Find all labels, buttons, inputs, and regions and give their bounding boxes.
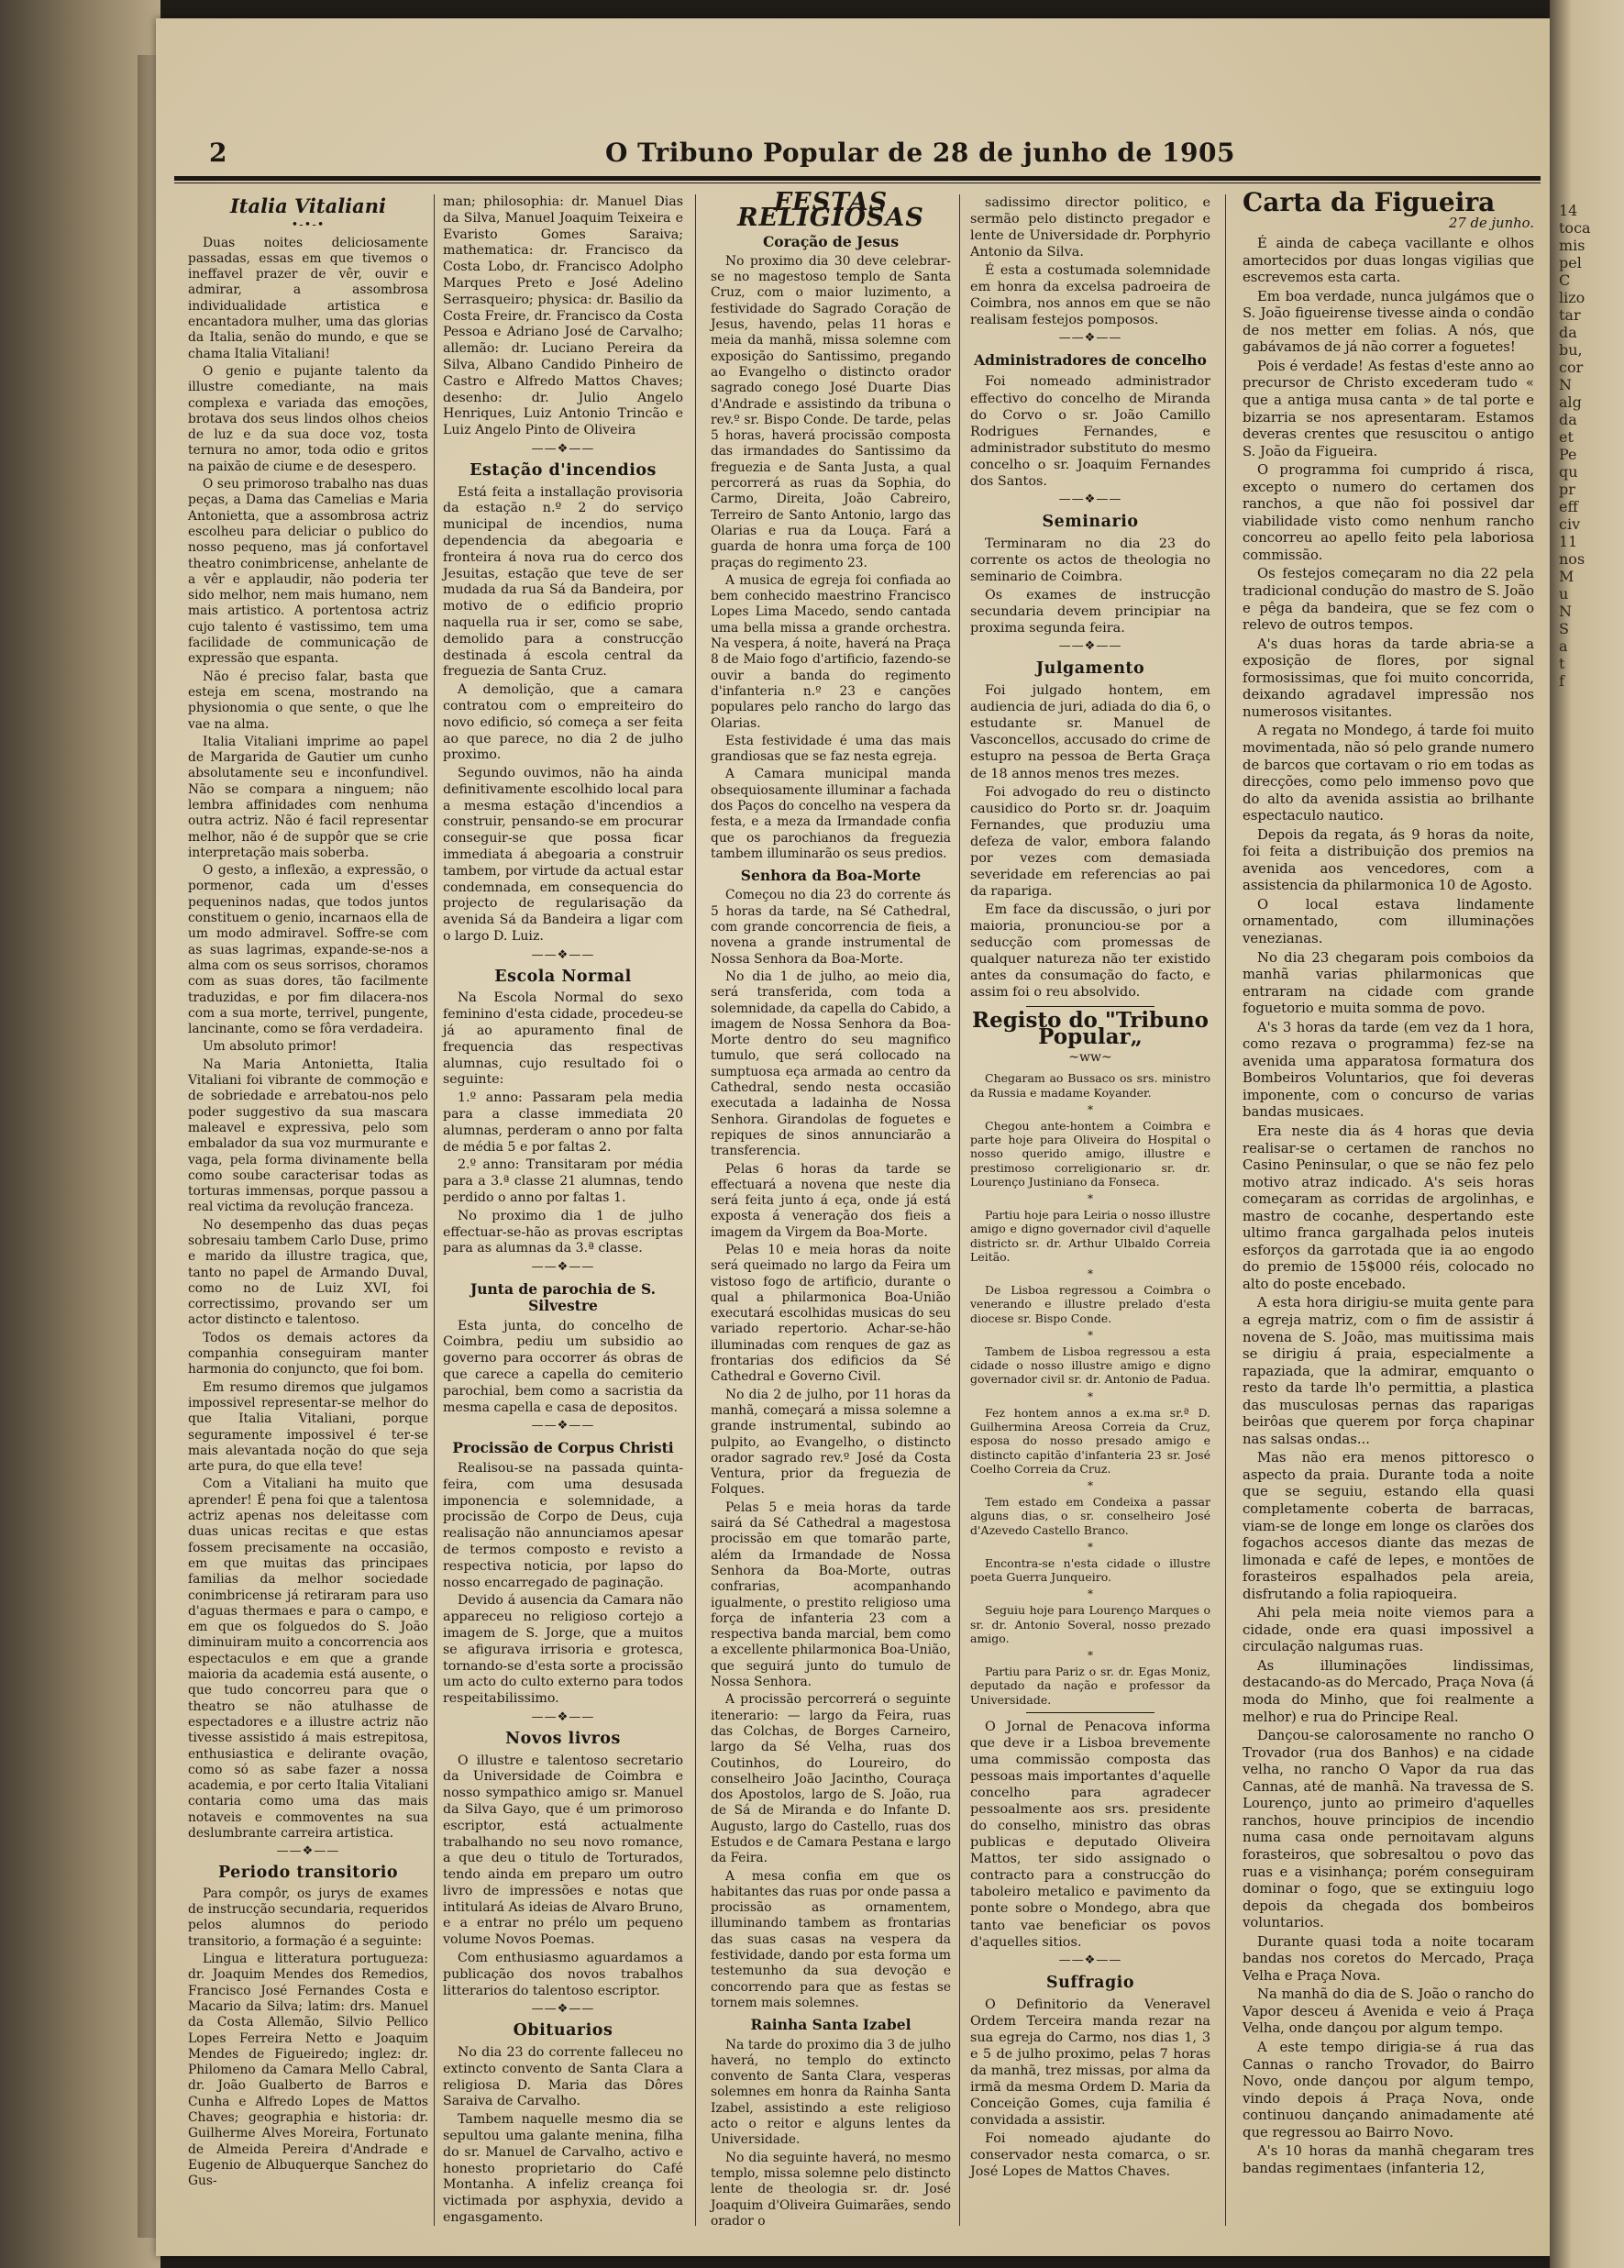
continued-paragraph: man; philosophia: dr. Manuel Dias da Silva, Manuel Joaquim Teixeira e Evaristo Gomes Saraiva; mathematica: dr. Francisco da Costa Lobo, dr. Francisco Adolpho Marques Preto e José Adelino Serrasqueiro; physica: dr. Basilio da Costa Freire, dr. Francisco da Costa Pessoa e Adriano José de Carvalho; allemão: dr. Luciano Pereira da Silva, Albano Candido Pinheiro de Castro e Alfredo Mattos Chaves; desenho: dr. Julio Angelo Henriques, Luiz Antonio Trincão e Luiz Angelo Pinto de Oliveira (443, 194, 683, 438)
article-title-suffragio: Suffragio (1045, 1973, 1135, 1992)
article-body-coracao (711, 254, 951, 862)
paragraph: Durante quasi toda a noite tocaram bandas nos coretos do Mercado, Praça Velha e Praça Nova. (1243, 1933, 1534, 1984)
article-title-registo: Registo do "Tribuno Popular„ (971, 1008, 1210, 1050)
masthead-title: O Tribuno Popular de 28 de junho de 1905 (605, 138, 1235, 168)
next-page-text-fragments (1559, 202, 1623, 690)
article-body-seminario (970, 536, 1210, 636)
article-title-izabel: Rainha Santa Izabel (750, 2016, 911, 2034)
next-page-fragment: nos (1559, 550, 1585, 568)
article-title-junta: Junta de parochia de S. Silvestre (470, 1280, 657, 1314)
paragraph: É ainda de cabeça vacillante e olhos amortecidos por duas longas vigilias que escrevemos esta carta. (1243, 236, 1534, 286)
paragraph: Seguiu hoje para Lourenço Marques o sr. dr. Antonio Soveral, nosso prezado amigo. (970, 1603, 1210, 1645)
paragraph: Está feita a installação provisoria da estação n.º 2 do serviço municipal de incendios, numa dependencia da abegoaria e fronteira á nova rua do cerco dos Jesuitas, estação que teve de ser mudada da rua Sá da Bandeira, por motivo de o edificio proprio naquella rua ir ser, como se sabe, demolido para a construcção destinada á escola central da freguezia de Santa Cruz. (443, 484, 683, 680)
paragraph: Pelas 5 e meia horas da tarde sairá da Sé Cathedral a magestosa procissão em que tomarão parte, além da Irmandade de Nossa Senhora da Boa-Morte, outras confrarias, acompanhando igualmente, o prestito religioso uma força de infanteria 23 com a respectiva banda marcial, bem como a excellente philarmonica Boa-União, que seguirá junto do tumulo de Nossa Senhora. (711, 1499, 951, 1690)
article-title-boamorte: Senhora da Boa-Morte (740, 867, 922, 885)
column-divider (695, 194, 696, 2226)
item-separator: * (1088, 1328, 1093, 1342)
article-title-julgamento: Julgamento (1035, 659, 1145, 679)
paragraph: Esta junta, do concelho de Coimbra, pediu um subsidio ao governo para occorrer ás obras de que carece a capella do cemiterio parochial, bem como a sacristia da mesma capella e casa de depositos. (443, 1318, 683, 1415)
column-divider (959, 194, 960, 2226)
paragraph: A's 3 horas da tarde (em vez da 1 hora, como rezava o programma) fez-se na avenida uma apparatosa formatura dos Bombeiros Voluntarios, que foi deveras imponente, com o concurso de varias bandas musicaes. (1243, 1019, 1534, 1121)
paragraph: Na tarde do proximo dia 3 de julho haverá, no templo do extincto convento de Santa Clara, vesperas solemnes em honra da Rainha Santa Izabel, assistindo a este religioso acto o reitor e alguns lentes da Universidade. (711, 2037, 951, 2148)
next-page-fragment: N (1559, 376, 1572, 393)
ornament: ——❖—— (531, 1709, 595, 1724)
paragraph: Esta festividade é uma das mais grandiosas que se faz nesta egreja. (711, 733, 951, 765)
paragraph: Partiu hoje para Leiria o nosso illustre amigo e digno governador civil d'aquelle districto sr. dr. Arthur Ulbaldo Correia Leitão. (970, 1208, 1210, 1264)
article-body-italia (188, 236, 428, 1842)
article-title-admin: Administradores de concelho (974, 351, 1207, 370)
paragraph: Em face da discussão, o juri por maioria, pronunciou-se por a seducção com promessas de qualquer natureza não ter existido antes da consumação do facto, e assim foi o reu absolvido. (970, 902, 1210, 1001)
paragraph: Com a Vitaliani ha muito que aprender! É pena foi que a talentosa actriz apenas nos deleitasse com duas unicas recitas e que estas fossem precisamente na occasião, em que muitas das principaes familias da melhor sociedade conimbricense já retiraram para uso d'aguas thermaes e para o campo, e em que os folguedos do S. João diminuiram muito a concorrencia aos espectaculos e em que a grande maioria da academia está ausente, o que tudo concorreu para que o theatro se não atulhasse de espectadores e a illustre actriz não tivesse assistido á mais estrepitosa, enthusiastica e delirante ovação, como só as sabe fazer a nossa academia, e por certo Italia Vitaliani contaria como uma das mais notaveis e commoventes na sua deslumbrante carreira artistica. (188, 1477, 428, 1841)
next-page-fragment: cor (1559, 359, 1584, 376)
paragraph: Em resumo diremos que julgamos impossivel representar-se melhor do que Italia Vitaliani, porque seguramente impossivel é ter-se mais alevantada noção do que seja arte pura, do que ella teve! (188, 1379, 428, 1475)
next-page-fragment: lizo (1559, 289, 1585, 306)
next-page-fragment: N (1559, 603, 1572, 620)
paragraph: Depois da regata, ás 9 horas da noite, foi feita a distribuição dos premios na avenida aos vencedores, com a assistencia da philarmonica 10 de Agosto. (1243, 826, 1534, 894)
column-1 (188, 194, 428, 2192)
paragraph: Dançou-se calorosamente no rancho O Trovador (rua dos Banhos) e na cidade velha, no rancho O Vapor da rua das Cannas, até de manhã. Na travessa de S. Lourenço, junto ao primeiro d'aquelles ranchos, houve principios de incendio numa casa onde pernoitavam alguns forasteiros, que sobresaltou o povo das ruas e a visinhança; porém conseguiram dominar o fogo, que se extinguiu logo depois da chegada dos bombeiros voluntarios. (1243, 1728, 1534, 1931)
article-body-boamorte (711, 888, 951, 2011)
article-body-julgamento (970, 682, 1210, 1001)
article-title-procissao: Procissão de Corpus Christi (452, 1439, 674, 1457)
paragraph: O Definitorio da Veneravel Ordem Terceira manda rezar na sua egreja do Carmo, nos dias 1, 3 e 5 de julho proximo, pelas 7 horas da manhã, trez missas, por alma da irmã da mesma Ordem D. Maria da Conceição Gomes, cuja familia é convidada a assistir. (970, 1997, 1210, 2129)
article-title-italia: Italia Vitaliani (229, 194, 387, 217)
article-body-suffragio (970, 1997, 1210, 2181)
ornament: ——❖—— (1058, 331, 1122, 346)
next-page-fragment: Pe (1559, 446, 1577, 463)
paragraph: Lingua e litteratura portugueza: dr. Joaquim Mendes dos Remedios, Francisco José Fernandes Costa e Macario da Silva; latim: drs. Manuel da Costa Allemão, Silvio Pellico Lopes Ferreira Netto e Joaquim Mendes de Figueiredo; inglez: dr. Philomeno da Camara Mello Cabral, dr. João Gualberto de Barros e Cunha e Alfredo Lopes de Mattos Chaves; geographia e historia: dr. Guilherme Alves Moreira, Fortunato de Almeida Pereira d'Andrade e Eugenio de Albuquerque Sanchez do Gus- (188, 1952, 428, 2189)
column-5 (1243, 187, 1534, 2179)
paragraph: Pelas 6 horas da tarde se effectuará a novena que neste dia será feita junto á eça, onde já está exposta á veneração dos fieis a imagem da Virgem da Boa-Morte. (711, 1161, 951, 1240)
article-body-obituarios (443, 2045, 683, 2227)
article-title-livros: Novos livros (505, 1729, 621, 1748)
paragraph: O seu primoroso trabalho nas duas peças, a Dama das Camelias e Maria Antonietta, que a assombrosa actriz escolheu para deliciar o publico do nosso pequeno, mas já confortavel theatro conimbricense, anhelante de a vêr e applaudir, não poderia ter sido melhor, nem mais humano, nem mais artistico. A portentosa actriz cujo talento é vastissimo, tem uma facilidade de communicação de expressão que espanta. (188, 477, 428, 667)
paragraph: 2.º anno: Transitaram por média para a 3.ª classe 21 alumnas, tendo perdido o anno por faltas 1. (443, 1157, 683, 1206)
ornament: ——❖—— (531, 441, 595, 456)
paragraph: Realisou-se na passada quinta-feira, com uma desusada imponencia e solemnidade, a procissão de Corpo de Deus, cuja realisação não annunciamos apesar de termos composto e revisto a respectiva noticia, por lapso do nosso encarregado de paginação. (443, 1460, 683, 1590)
ornament: ——❖—— (531, 947, 595, 962)
paragraph: Com enthusiasmo aguardamos a publicação dos novos trabalhos litterarios do talentoso escriptor. (443, 1951, 683, 1998)
next-page-fragment: pel (1559, 254, 1582, 271)
paragraph: O gesto, a inflexão, a expressão, o pormenor, cada um d'esses pequeninos nadas, que todos juntos constituem o genio, incarnaos ella de um modo admiravel. Soffre-se com as suas lagrimas, expande-se-nos a alma com os seus sorrisos, choramos com as suas dores, tão facilmente traduzidas, e por fim dilacera-nos com a sua morte, terrivel, pungente, lancinante, como se fôra verdadeira. (188, 863, 428, 1037)
next-page-fragment: M (1559, 568, 1574, 585)
item-separator: * (1088, 1192, 1093, 1206)
article-body-junta (443, 1319, 683, 1417)
article-body-registo (970, 1071, 1210, 1707)
paragraph: Um absoluto primor! (203, 1039, 337, 1055)
paragraph: Todos os demais actores da companhia conseguiram manter harmonia do conjuncto, que foi bom. (188, 1330, 428, 1377)
ornament: ——❖—— (1058, 492, 1122, 506)
item-separator: * (1088, 1267, 1093, 1281)
next-page-fragment: 11 (1559, 533, 1578, 550)
column-4 (970, 194, 1210, 2182)
article-body-periodo (188, 1886, 428, 2190)
divider (1026, 1006, 1154, 1007)
ornament: ——❖—— (531, 2002, 595, 2017)
column-2 (443, 194, 683, 2229)
next-page-fragment: bu, (1559, 341, 1583, 359)
paragraph: A esta hora dirigiu-se muita gente para a egreja matriz, com o fim de assistir á novena de S. João, mas muitissima mais se dirigiu á praia, especialmente a rapaziada, que la admirar, emquanto o resto da tarde lh'o permittia, a plastica das musculosas pernas das raparigas beirôas que querem por força chapinar nas salsas ondas... (1243, 1295, 1534, 1447)
paragraph: No dia 2 de julho, por 11 horas da manhã, começará a missa solemne a grande instrumental, subindo ao pulpito, ao Evangelho, o distincto orador sagrado rev.º José da Costa Ventura, prior da freguezia de Folques. (711, 1387, 951, 1498)
item-separator: * (1088, 1102, 1093, 1116)
paragraph: Em boa verdade, nunca julgámos que o S. João figueirense tivesse ainda o condão de nos metter em folias. A nós, que gabávamos de já não correr a foguetes! (1243, 288, 1534, 356)
paragraph: É esta a costumada solemnidade em honra da excelsa padroeira de Coimbra, nos annos em que se não realisam festejos pomposos. (970, 263, 1210, 328)
page-header (174, 138, 1531, 174)
paragraph: Era neste dia ás 4 horas que devia realisar-se o certamen de ranchos no Casino Peninsular, o que se não fez pelo motivo atraz indicado. A's seis horas começaram as corridas de argolinhas, e mastro de cocanhe, despertando este ultimo franca gargalhada pelos inuteis esforços da garrotada que ia ao engodo do premio de 15$000 réis, colocado no alto do poste encebado. (1243, 1123, 1534, 1292)
divider (1026, 1712, 1154, 1713)
next-page-fragment: tar (1559, 306, 1581, 324)
next-page-fragment: alg (1559, 393, 1582, 411)
paragraph: Foi nomeado ajudante do conservador nesta comarca, o sr. José Lopes de Mattos Chaves. (970, 2131, 1210, 2180)
paragraph: No dia 1 de julho, ao meio dia, será transferida, com toda a solemnidade, da capella do Cabido, a imagem de Nossa Senhora da Boa-Morte dentro do seu magnifico tumulo, que será collocado na sumptuosa eça armada ao centro da Cathedral, sendo nesta occasião executada a ladainha de Nossa Senhora. Girandolas de foguetes e repiques de sinos annunciarão a transferencia. (711, 968, 951, 1159)
paragraph: Os exames de instrucção secundaria devem principiar na proxima segunda feira. (970, 588, 1210, 636)
paragraph: A regata no Mondego, á tarde foi muito movimentada, não só pelo grande numero de barcos que cortavam o rio em todas as direcções, como pelo immenso povo que do alto da avenida assistia ao brilhante espectaculo nautico. (1243, 723, 1534, 824)
paragraph: A demolição, que a camara contratou com o empreiteiro do novo edificio, só começa a ser feita ao que parece, no dia 2 de julho proximo. (443, 682, 683, 763)
paragraph: Foi advogado do reu o distincto causidico do Porto sr. dr. Joaquim Fernandes, que produziu uma defeza de valor, embora falando por vezes com demasiada severidade em referencias ao pai da rapariga. (970, 784, 1210, 899)
item-separator: * (1088, 1479, 1093, 1493)
paragraph: O illustre e talentoso secretario da Universidade de Coimbra e nosso sympathico amigo sr. Manuel da Silva Gayo, que é um primoroso escriptor, está actualmente trabalhando no seu novo romance, a que deu o titulo de Torturados, tendo ainda em preparo um outro livro de impressões e notas que intitulará As ideias de Alvaro Bruno, e a entrar no prélo um pequeno volume Novos Poemas. (443, 1753, 683, 1948)
paragraph: Não é preciso falar, basta que esteja em scena, mostrando na physionomia o que sente, o que lhe vae na alma. (188, 669, 428, 732)
article-title-seminario: Seminario (1042, 512, 1139, 531)
paragraph: Na Escola Normal do sexo feminino d'esta cidade, procedeu-se já ao apuramento final de frequencia das respectivas alumnas, cujo resultado foi o seguinte: (443, 990, 683, 1088)
item-separator: * (1088, 1540, 1093, 1554)
paragraph: A mesa confia em que os habitantes das ruas por onde passa a procissão as ornamentem, illuminando tambem as frontarias das suas casas na vespera da festividade, dando por esta forma um testemunho da sua devoção e concorrendo para que as festas se tornem mais solemnes. (711, 1868, 951, 2010)
next-page-fragment: a (1559, 637, 1568, 655)
article-title-estacao: Estação d'incendios (470, 460, 657, 480)
article-title-escola: Escola Normal (494, 967, 632, 986)
article-body-carta (1243, 236, 1534, 2177)
paragraph: Pelas 10 e meia horas da noite será queimado no largo da Feira um vistoso fogo de artificio, durante o qual a philarmonica Boa-União executará escolhidas musicas do seu variado repertorio. Achar-se-hão illuminadas com renques de gaz as frontarias dos edificios da Sé Cathedral e Governo Civil. (711, 1243, 951, 1385)
ornament: ——❖—— (276, 1844, 340, 1859)
article-body-izabel (711, 2038, 951, 2230)
header-rule (174, 176, 1541, 181)
item-separator: * (1088, 1389, 1093, 1403)
next-page-fragment: eff (1559, 498, 1578, 515)
paragraph: A procissão percorrerá o seguinte itenerario: — largo da Feira, ruas das Colchas, de Borges Carneiro, largo da Sé Velha, ruas dos Coutinhos, do Loureiro, do conselheiro João Jacintho, Couraça dos Apostolos, largo de S. João, rua de Sá de Miranda e do Infante D. Augusto, largo do Castello, ruas dos Estudos e de Camara Pestana e largo da Feira. (711, 1692, 951, 1866)
paragraph: Tem estado em Condeixa a passar alguns dias, o sr. conselheiro José d'Azevedo Castello Branco. (970, 1495, 1210, 1537)
paragraph: Na manhã do dia de S. João o rancho do Vapor desceu á Avenida e veio á Praça Velha, onde dançou por algum tempo. (1243, 1986, 1534, 2037)
ornament: •-•-• (291, 218, 326, 233)
paragraph: Os festejos começaram no dia 22 pela tradicional condução do mastro de S. João e pêga da bandeira, que se fez com o relevo de outros tempos. (1243, 566, 1534, 634)
paragraph: No proximo dia 1 de julho effectuar-se-hão as provas escriptas para as alumnas da 3.ª classe. (443, 1208, 683, 1256)
paragraph: O local estava lindamente ornamentado, com illuminações venezianas. (1243, 896, 1534, 946)
next-page-fragment: da (1559, 324, 1577, 341)
paragraph: No desempenho das duas peças sobresaiu tambem Carlo Duse, primo e marido da illustre tragica, que, tanto no papel de Armando Duval, como no de Luiz XVI, foi correctissimo, provando ser um actor distincto e talentoso. (188, 1217, 428, 1328)
paragraph: De Lisboa regressou a Coimbra o venerando e illustre prelado d'esta diocese sr. Bispo Conde. (970, 1283, 1210, 1325)
paragraph: 1.º anno: Passaram pela media para a classe immediata 20 alumnas, perderam o anno por falta de média 5 e por faltas 2. (443, 1090, 683, 1155)
paragraph: Foi nomeado administrador effectivo do concelho de Miranda do Corvo o sr. João Camillo Rodrigues Fernandes, e administrador substituto do mesmo concelho o sr. Joaquim Fernandes dos Santos. (970, 374, 1210, 489)
next-page-fragment: u (1559, 585, 1569, 603)
article-body-procissao (443, 1461, 683, 1708)
ornament: ——❖—— (1058, 639, 1122, 654)
next-page-fragment: civ (1559, 515, 1581, 533)
next-page-fragment: 14 (1559, 202, 1578, 219)
paragraph: O programma foi cumprido á risca, excepto o numero do certamen dos ranchos, a que não foi possivel dar viabilidade visto como nenhum rancho concorreu ao apello feito pela laboriosa commissão. (1243, 462, 1534, 563)
section-title-festas: FESTAS RELIGIOSAS (737, 188, 924, 233)
paragraph: A este tempo dirigia-se á rua das Cannas o rancho Trovador, do Bairro Novo, onde dançou por algum tempo, vindo depois á Praça Nova, onde continuou dançando animadamente até que regressou ao Bairro Novo. (1243, 2039, 1534, 2141)
dateline: 27 de junho. (1449, 215, 1534, 231)
article-body-estacao (443, 485, 683, 946)
article-title-periodo: Periodo transitorio (217, 1863, 399, 1882)
paragraph: No dia seguinte haverá, no mesmo templo, missa solemne pelo distincto lente de theologia sr. dr. José Joaquim d'Oliveira Guimarães, sendo orador o (711, 2150, 951, 2229)
paragraph: Chegou ante-hontem a Coimbra e parte hoje para Oliveira do Hospital o nosso querido amigo, illustre e prestimoso correligionario sr. dr. Lourenço Justiniano da Fonseca. (970, 1118, 1210, 1189)
paragraph: Foi julgado hontem, em audiencia de juri, adiada do dia 6, o estudante sr. Manuel de Vasconcellos, accusado do crime de estupro na pessoa de Berta Graça de 18 annos menos tres mezes. (970, 683, 1210, 781)
article-title-coracao: Coração de Jesus (762, 232, 900, 250)
column-divider (1225, 194, 1226, 2226)
paragraph: Chegaram ao Bussaco os srs. ministro da Russia e madame Koyander. (970, 1071, 1210, 1100)
next-page-fragment: toca (1559, 219, 1591, 237)
next-page-fragment: pr (1559, 481, 1575, 498)
paragraph: Mas não era menos pittoresco o aspecto da praia. Durante toda a noite que se seguiu, estando ella quasi completamente coberta de barracas, viam-se de longe em longe os clarões dos fogachos accesos diante das mezas de limonada e café de lepes, e montões de forasteiros espalhados pela areia, disfrutando a folia rapioqueira. (1243, 1450, 1534, 1602)
paragraph: No proximo dia 30 deve celebrar-se no magestoso templo de Santa Cruz, com o maior luzimento, a festividade do Sagrado Coração de Jesus, havendo, pelas 11 horas e meia da manhã, missa solemne com exposição do Santissimo, pregando ao Evangelho o distincto orador sagrado conego José Duarte Dias d'Andrade e assistindo da tribuna o rev.º sr. Bispo Conde. De tarde, pelas 5 horas, haverá procissão composta das irmandades do Santissimo da freguezia e de Santa Justa, a qual percorrerá as ruas da Sophia, do Carmo, Direita, João Cabreiro, Terreiro de Santo Antonio, largo das Olarias e rua da Louça. Fará a guarda de honra uma força de 100 praças do regimento 23. (711, 253, 951, 570)
continued-article (970, 194, 1210, 328)
paragraph: Pois é verdade! As festas d'este anno ao precursor de Christo excederam tudo « que a antiga musa canta » de tal porte e bizarria se nos apresentaram. Estamos deveras crentes que resuscitou o antigo S. João da Figueira. (1243, 358, 1534, 459)
paragraph: Partiu para Pariz o sr. dr. Egas Moniz, deputado da nação e professor da Universidade. (970, 1665, 1210, 1707)
paragraph: Tambem de Lisboa regressou a esta cidade o nosso illustre amigo e digno governador civil sr. dr. Antonio de Padua. (970, 1344, 1210, 1387)
next-page-fragment: et (1559, 428, 1574, 446)
article-body-livros (443, 1754, 683, 2000)
next-page-fragment: f (1559, 672, 1564, 690)
paragraph: Na Maria Antonietta, Italia Vitaliani foi vibrante de commoção e de sobriedade e arrebatou-nos pelo poder suggestivo da sua mascara maleavel e expressiva, pelo som embalador da sua voz murmurante e vaga, pela forma divinamente bella como soube caracterisar todas as torturas immensas, porque passou a real victima da revolução franceza. (188, 1057, 428, 1215)
paragraph: A Camara municipal manda obsequiosamente illuminar a fachada dos Paços do concelho na vespera da festa, e a meza da Irmandade confia que os parochianos da freguezia tambem illuminarão os seus predios. (711, 767, 951, 861)
page-number: 2 (209, 138, 227, 168)
paragraph: O genio e pujante talento da illustre comediante, na mais complexa e variada das emoções, brotava dos seus lindos olhos cheios de luz e da sua doce voz, tosta ternura no amor, toda odio e gritos na paixão de ciume e de desespero. (188, 363, 428, 474)
ornament: ——❖—— (531, 1260, 595, 1275)
article-body-admin (970, 373, 1210, 489)
paragraph: A's duas horas da tarde abria-se a exposição de flores, por signal formosissimas, que foi muito concorrida, deixando agradavel impressão nos numerosos visitantes. (1243, 636, 1534, 720)
paragraph: Duas noites deliciosamente passadas, essas em que tivemos o ineffavel prazer de vêr, ouvir e admirar, a assombrosa individualidade artistica e encantadora mulher, uma das glorias da Italia, senão do mundo, e que se chama Italia Vitaliani! (188, 235, 428, 361)
previous-page-edge (0, 0, 160, 2268)
next-page-fragment: da (1559, 411, 1577, 428)
article-title-carta: Carta da Figueira (1243, 187, 1496, 217)
article-body-penacova (970, 1719, 1210, 1951)
article-body-escola (443, 990, 683, 1257)
ornament: ——❖—— (1058, 1953, 1122, 1967)
next-page-fragment: qu (1559, 463, 1578, 481)
paragraph: Começou no dia 23 do corrente ás 5 horas da tarde, na Sé Cathedral, com grande concorrencia de fieis, a novena a grande instrumental de Nossa Senhora da Boa-Morte. (711, 888, 951, 967)
next-page-fragment: t (1559, 655, 1565, 672)
next-page-fragment: mis (1559, 237, 1585, 254)
paragraph: As illuminações lindissimas, destacando-as do Mercado, Praça Nova (á moda do Minho, que foi realmente a melhor) e rua do Principe Real. (1243, 1657, 1534, 1725)
paragraph: No dia 23 chegaram pois comboios da manhã varias philarmonicas que entraram na cidade com grande foguetorio e muita somma de povo. (1243, 949, 1534, 1017)
column-3 (711, 188, 951, 2231)
paragraph: sadissimo director politico, e sermão pelo distincto pregador e lente de Universidade dr. Porphyrio Antonio da Silva. (970, 195, 1210, 260)
item-separator: * (1088, 1588, 1093, 1601)
article-title-obituarios: Obituarios (513, 2021, 613, 2041)
paragraph: Encontra-se n'esta cidade o illustre poeta Guerra Junqueiro. (970, 1555, 1210, 1585)
paragraph: Ahi pela meia noite viemos para a cidade, onde era quasi impossivel a circulação nalgumas ruas. (1243, 1605, 1534, 1655)
paragraph: Devido á ausencia da Camara não appareceu no religioso cortejo a imagem de S. Jorge, que a muitos se afigurava irrisoria e grotesca, tornando-se d'esta sorte a procissão um acto do culto externo para todos respeitabilissimo. (443, 1593, 683, 1707)
ornament: ——❖—— (531, 1419, 595, 1433)
paragraph: Tambem naquelle mesmo dia se sepultou uma galante menina, filha do sr. Manuel de Carvalho, activo e honesto proprietario do Café Montanha. A infeliz creança foi victimada por asphyxia, devido a engasgamento. (443, 2112, 683, 2226)
paragraph: O Jornal de Penacova informa que deve ir a Lisboa brevemente uma commissão composta das pessoas mais importantes d'aquelle concelho para agradecer pessoalmente aos srs. presidente do conselho, ministro das obras publicas e deputado Oliveira Mattos, ter sido assignado o contracto para a construcção do taboleiro metalico e pavimento da ponte sobre o Mondego, abra que tanto vae beneficiar os povos d'aquelles sitios. (970, 1719, 1210, 1950)
next-page-fragment: C (1559, 271, 1571, 289)
paragraph: Para compôr, os jurys de exames de instrucção secundaria, requeridos pelos alumnos do periodo transitorio, a formação é a seguinte: (188, 1886, 428, 1949)
paragraph: Italia Vitaliani imprime ao papel de Margarida de Gautier um cunho absolutamente seu e inconfundivel. Não se compara a ninguem; não lembra affinidades com nenhuma outra actriz. Não é facil representar melhor, não é de suppôr que se crie interpretação mais soberba. (188, 734, 428, 860)
paragraph: A's 10 horas da manhã chegaram tres bandas regimentaes (infanteria 12, (1243, 2143, 1534, 2176)
paragraph: Segundo ouvimos, não ha ainda definitivamente escolhido local para a mesma estação d'incendios a construir, pensando-se em procurar conseguir-se que possa ficar immediata á abegoaria a construir tambem, por virtude da actual estar condemnada, em consequencia do projecto de regularisação da avenida Sá da Bandeira a ligar com o largo D. Luiz. (443, 766, 683, 945)
column-divider (434, 194, 435, 2226)
item-separator: * (1088, 1649, 1093, 1663)
next-page-fragment: S (1559, 620, 1569, 637)
paragraph: Terminaram no dia 23 do corrente os actos de theologia no seminario de Coimbra. (970, 536, 1210, 584)
paragraph: A musica de egreja foi confiada ao bem conhecido maestrino Francisco Lopes Lima Macedo, sendo cantada uma bella missa a grande orchestra. Na vespera, á noite, haverá na Praça 8 de Maio fogo d'artificio, fazendo-se ouvir a banda do regimento d'infanteria n.º 23 e canções populares pelo rancho do largo das Olarias. (711, 572, 951, 731)
paragraph: Fez hontem annos a ex.ma sr.ª D. Guilhermina Areosa Correia da Cruz, esposa do nosso presado amigo e distincto capitão d'infanteria 23 sr. José Coelho Correia da Cruz. (970, 1405, 1210, 1476)
ornament: ~ww~ (1068, 1050, 1112, 1066)
paragraph: No dia 23 do corrente falleceu no extincto convento de Santa Clara a religiosa D. Maria das Dôres Saraiva de Carvalho. (443, 2045, 683, 2109)
